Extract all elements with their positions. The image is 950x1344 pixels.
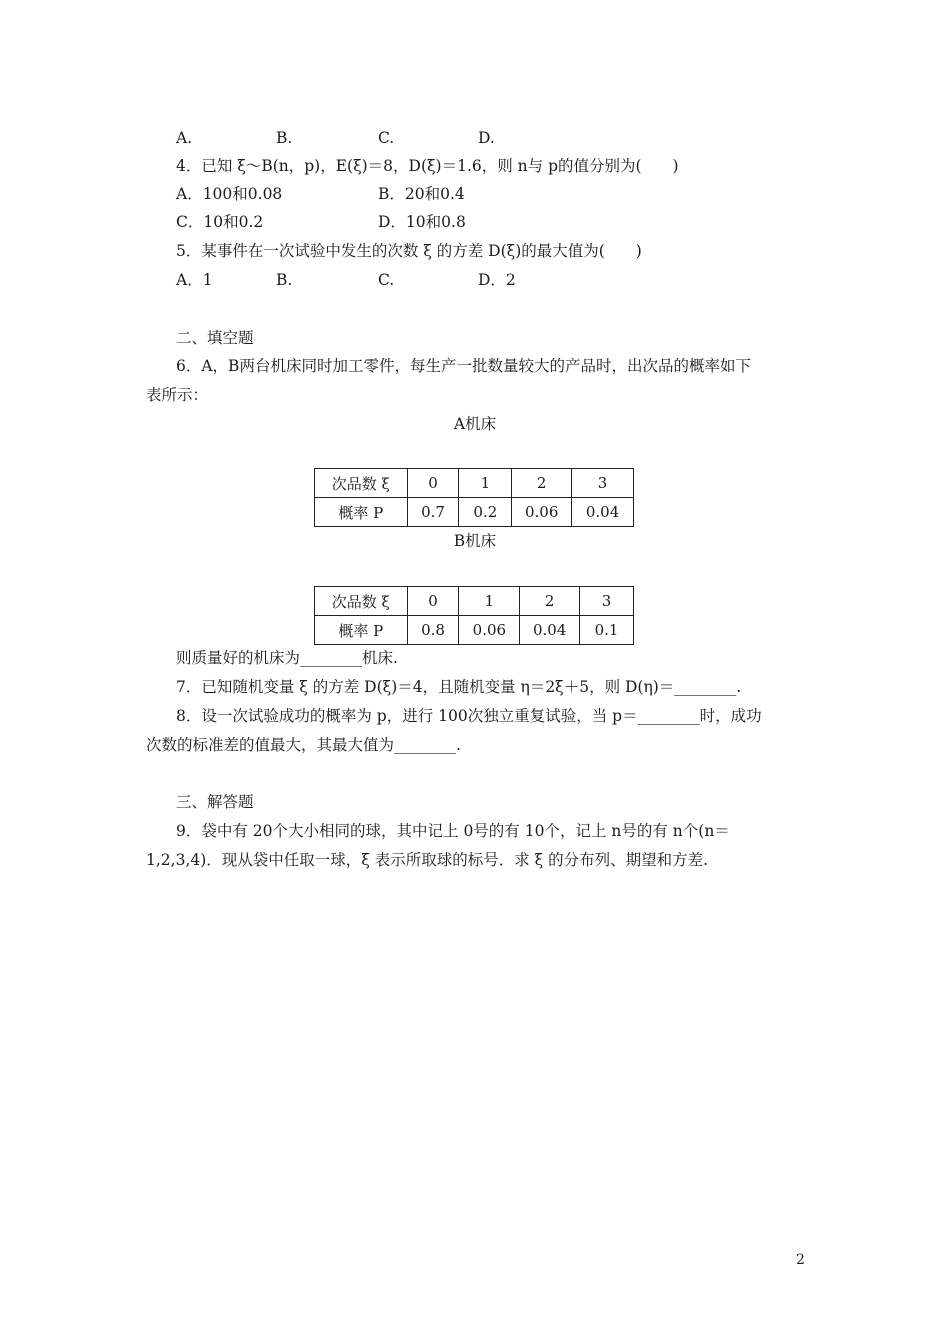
- q9-line2: 1,2,3,4)．现从袋中任取一球，ξ 表示所取球的标号．求 ξ 的分布列、期望和方差.: [146, 851, 709, 869]
- table-a-prob-row: [315, 498, 634, 527]
- q3-option-a: A.: [176, 129, 193, 147]
- table-b-header-row: [315, 587, 634, 616]
- q6-answer-line: 则质量好的机床为________机床.: [176, 649, 398, 667]
- table-cell: 3: [572, 469, 634, 498]
- q9-line1: 9．袋中有 20个大小相同的球，其中记上 0号的有 10个，记上 n号的有 n个(n＝: [176, 822, 730, 840]
- table-cell: 0.2: [459, 498, 512, 527]
- q4-option-a: A．100和0.08: [176, 185, 283, 203]
- q3-option-d: D.: [478, 129, 495, 147]
- table-cell: 0.04: [520, 616, 580, 645]
- table-cell: 2: [520, 587, 580, 616]
- table-b: [314, 586, 634, 645]
- table-cell: 1: [459, 469, 512, 498]
- q8-line2: 次数的标准差的值最大，其最大值为________.: [146, 736, 461, 754]
- q4-stem: 4．已知 ξ～B(n，p)，E(ξ)＝8，D(ξ)＝1.6，则 n与 p的值分别为( ): [176, 157, 679, 175]
- section-fill-in-heading: 二、填空题: [176, 329, 254, 347]
- table-cell: 0.04: [572, 498, 634, 527]
- table-cell: 0.1: [580, 616, 634, 645]
- table-b-caption: B机床: [453, 532, 497, 550]
- table-cell: 3: [580, 587, 634, 616]
- table-a-caption: A机床: [453, 415, 497, 433]
- q7-stem: 7．已知随机变量 ξ 的方差 D(ξ)＝4，且随机变量 η＝2ξ＋5，则 D(η)＝________.: [176, 678, 742, 696]
- q4-option-b: B．20和0.4: [378, 185, 465, 203]
- q5-stem: 5．某事件在一次试验中发生的次数 ξ 的方差 D(ξ)的最大值为( ): [176, 242, 642, 260]
- table-cell: 0.06: [512, 498, 572, 527]
- table-cell: 1: [459, 587, 520, 616]
- q5-option-a: A．1: [176, 271, 213, 289]
- q4-option-c: C．10和0.2: [176, 213, 264, 231]
- q4-option-d: D．10和0.8: [378, 213, 466, 231]
- q6-line1: 6．A，B两台机床同时加工零件，每生产一批数量较大的产品时，出次品的概率如下: [176, 357, 751, 375]
- table-cell: 2: [512, 469, 572, 498]
- section-answer-heading: 三、解答题: [176, 793, 254, 811]
- q5-option-d: D．2: [478, 271, 516, 289]
- table-cell: 次品数 ξ: [315, 469, 408, 498]
- table-cell: 0.7: [407, 498, 459, 527]
- q3-option-b: B.: [276, 129, 293, 147]
- table-cell: 0: [407, 587, 459, 616]
- table-cell: 0.06: [459, 616, 520, 645]
- table-cell: 0: [407, 469, 459, 498]
- table-a: [314, 468, 634, 527]
- q5-option-b: B.: [276, 271, 293, 289]
- q3-option-c: C.: [378, 129, 395, 147]
- page-number: 2: [796, 1252, 805, 1268]
- q8-line1: 8．设一次试验成功的概率为 p，进行 100次独立重复试验，当 p＝________时，成功: [176, 707, 762, 725]
- table-b-prob-row: [315, 616, 634, 645]
- table-cell: 概率 P: [315, 616, 408, 645]
- table-a-header-row: [315, 469, 634, 498]
- table-cell: 次品数 ξ: [315, 587, 408, 616]
- q5-option-c: C.: [378, 271, 395, 289]
- table-cell: 概率 P: [315, 498, 408, 527]
- q6-line2: 表所示：: [146, 386, 209, 404]
- table-cell: 0.8: [407, 616, 459, 645]
